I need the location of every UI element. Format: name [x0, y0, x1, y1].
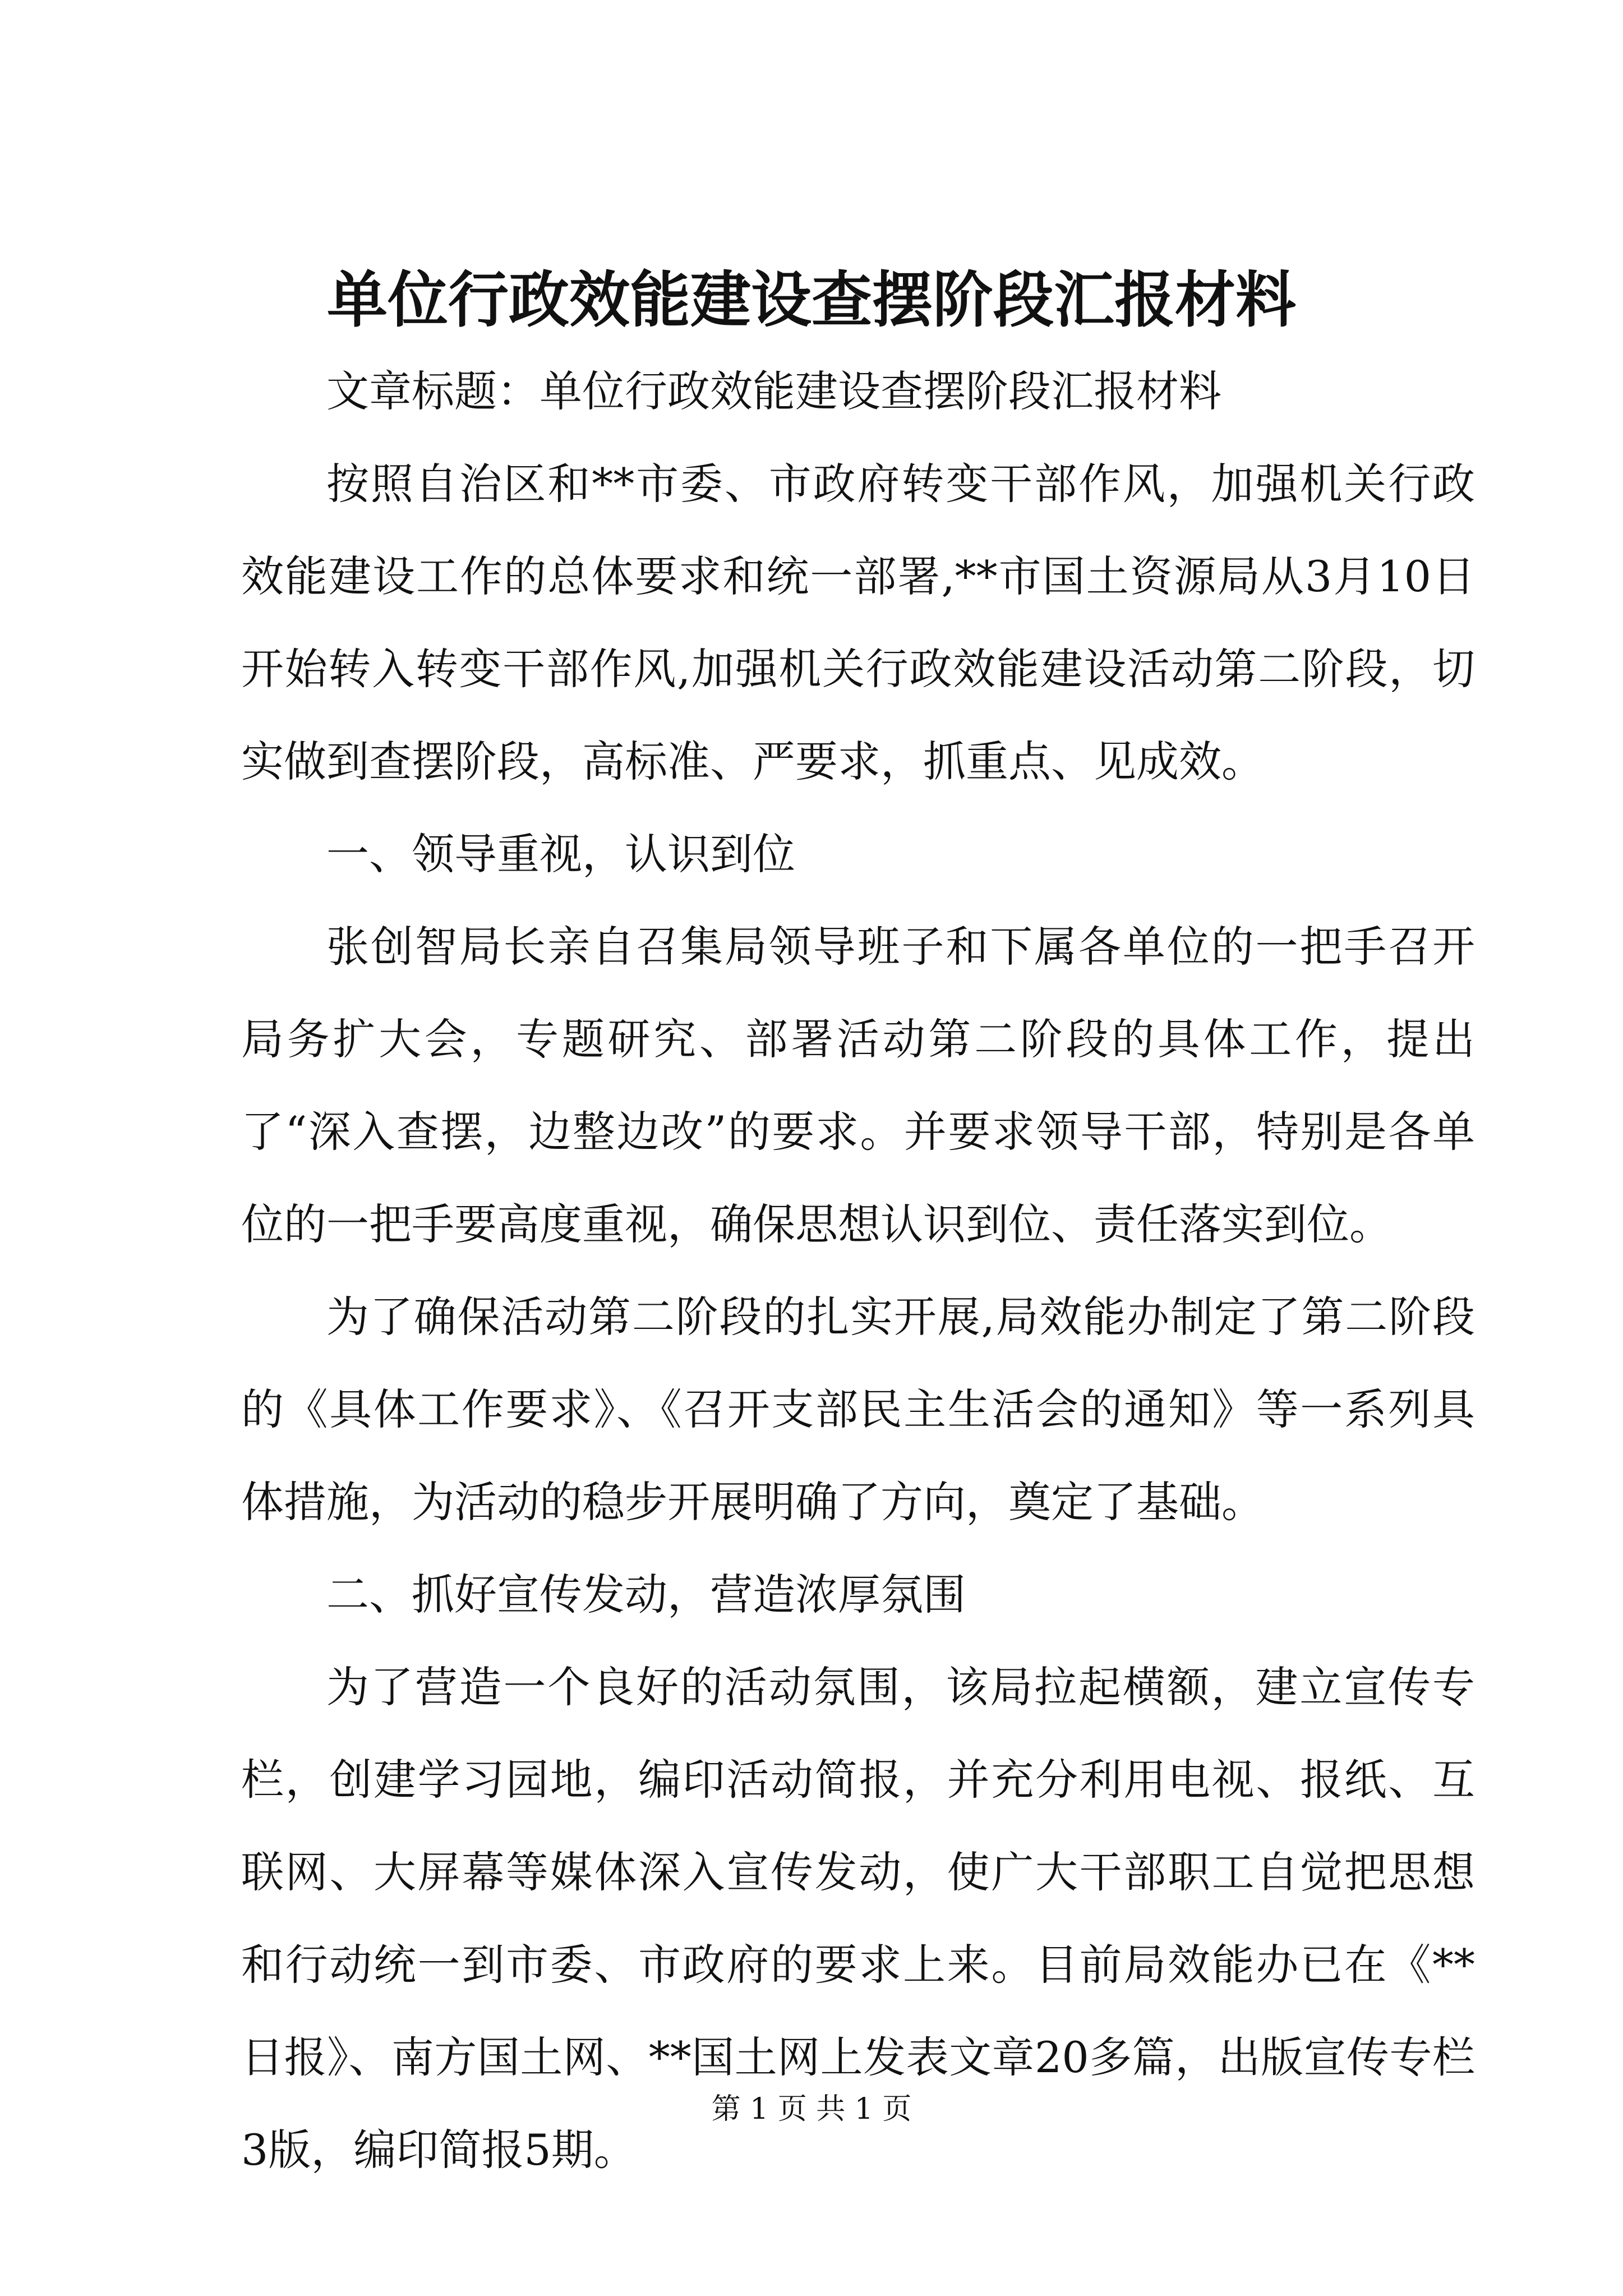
- paragraph-leadership: 张创智局长亲自召集局领导班子和下属各单位的一把手召开局务扩大会，专题研究、部署活动第二阶段的具体工作，提出了“深入查摆，边整边改”的要求。并要求领导干部，特别是各单位的一把手要高度重视，确保思想认识到位、责任落实到位。: [241, 922, 1475, 1249]
- section-heading-1: 一、领导重视，认识到位: [326, 829, 795, 879]
- document-body: [241, 345, 1475, 2196]
- document-title: 单位行政效能建设查摆阶段汇报材料: [326, 265, 1296, 335]
- paragraph-intro: 按照自治区和**市委、市政府转变干部作风，加强机关行政效能建设工作的总体要求和统一部署,**市国土资源局从3月10日开始转入转变干部作风,加强机关行政效能建设活动第二阶段，切实做到查摆阶段，高标准、严要求，抓重点、见成效。: [241, 459, 1475, 786]
- article-title-line: 文章标题：单位行政效能建设查摆阶段汇报材料: [326, 366, 1221, 416]
- page-number-footer: 第 1 页 共 1 页: [711, 2092, 912, 2126]
- section-heading-2: 二、抓好宣传发动，营造浓厚氛围: [326, 1570, 966, 1619]
- paragraph-publicity: 为了营造一个良好的活动氛围，该局拉起横额，建立宣传专栏，创建学习园地，编印活动简报，并充分利用电视、报纸、互联网、大屏幕等媒体深入宣传发动，使广大干部职工自觉把思想和行动统一到市委、市政府的要求上来。目前局效能办已在《**日报》、南方国土网、**国土网上发表文章20多篇，出版宣传专栏3版，编印简报5期。: [241, 1662, 1475, 2175]
- paragraph-measures: 为了确保活动第二阶段的扎实开展,局效能办制定了第二阶段的《具体工作要求》、《召开支部民主生活会的通知》等一系列具体措施，为活动的稳步开展明确了方向，奠定了基础。: [241, 1292, 1475, 1527]
